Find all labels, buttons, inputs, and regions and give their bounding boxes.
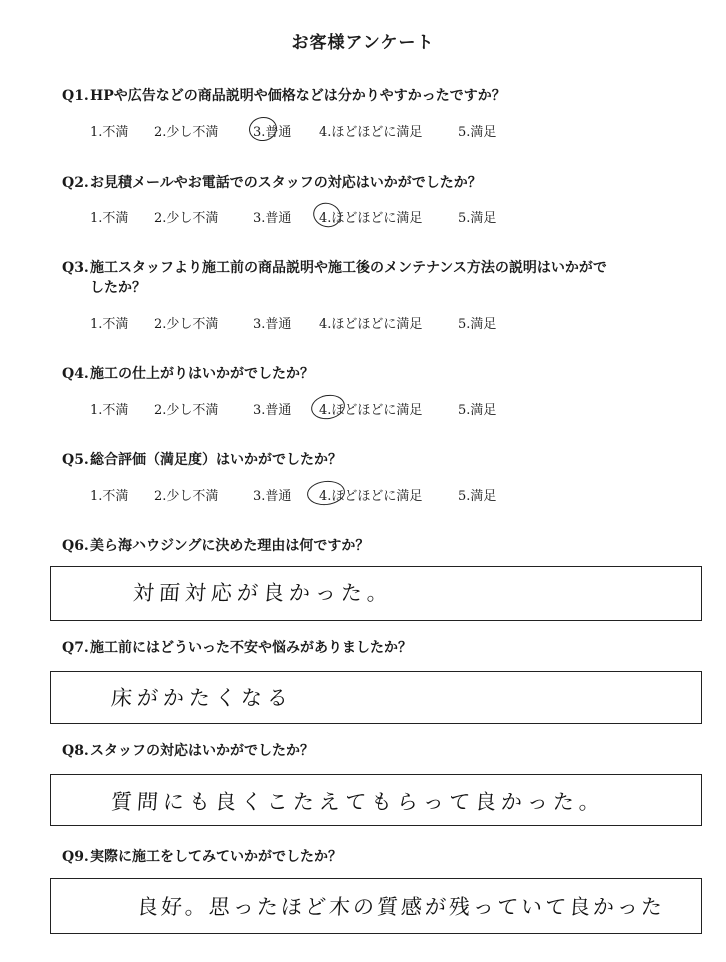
question-number: Q7. xyxy=(62,640,89,656)
options-q2 xyxy=(90,207,650,227)
option-1[interactable]: 1.不満 xyxy=(90,211,129,226)
question-text: HPや広告などの商品説明や価格などは分かりやすかったですか？ xyxy=(90,88,506,104)
option-5[interactable]: 5.満足 xyxy=(458,403,497,418)
option-2[interactable]: 2.少し不満 xyxy=(154,489,219,504)
question-number: Q2. xyxy=(62,175,89,191)
options-q5 xyxy=(90,485,650,505)
handwritten-answer: 良好。思ったほど木の質感が残っていて良かった xyxy=(136,895,666,919)
options-q4 xyxy=(90,399,650,419)
question-3 xyxy=(62,258,610,298)
option-2[interactable]: 2.少し不満 xyxy=(154,317,219,332)
option-3[interactable]: 3.普通 xyxy=(253,317,292,332)
option-1[interactable]: 1.不満 xyxy=(90,317,129,332)
question-number: Q1. xyxy=(62,88,89,104)
question-text: 施工スタッフより施工前の商品説明や施工後のメンテナンス方法の説明はいかがでしたか？ xyxy=(90,260,607,296)
option-4-selected[interactable]: 4.ほどほどに満足 xyxy=(319,485,422,504)
question-text: 総合評価（満足度）はいかがでしたか？ xyxy=(90,452,342,468)
option-2[interactable]: 2.少し不満 xyxy=(154,125,219,140)
question-number: Q6. xyxy=(62,538,89,554)
survey-title: お客様アンケート xyxy=(291,33,435,53)
option-4[interactable]: 4.ほどほどに満足 xyxy=(319,317,423,332)
selection-circle xyxy=(310,199,344,230)
answer-box-q8[interactable] xyxy=(50,774,702,826)
question-text: 美ら海ハウジングに決めた理由は何ですか？ xyxy=(90,538,370,554)
option-1[interactable]: 1.不満 xyxy=(90,125,129,140)
option-5[interactable]: 5.満足 xyxy=(458,211,497,226)
question-number: Q5. xyxy=(62,452,89,468)
handwritten-answer: 質問にも良くこたえてもらって良かった。 xyxy=(110,790,606,814)
option-4[interactable]: 4.ほどほどに満足 xyxy=(319,125,423,140)
option-3-selected[interactable]: 3.普通 xyxy=(253,121,291,140)
answer-box-q7[interactable] xyxy=(50,671,702,724)
question-1 xyxy=(62,86,506,106)
question-number: Q9. xyxy=(62,849,89,865)
question-8 xyxy=(62,741,314,761)
question-7 xyxy=(62,638,412,658)
question-6 xyxy=(62,536,369,556)
option-1[interactable]: 1.不満 xyxy=(90,489,129,504)
option-2[interactable]: 2.少し不満 xyxy=(154,211,219,226)
question-5 xyxy=(62,450,342,470)
question-text: 施工の仕上がりはいかがでしたか？ xyxy=(90,366,314,382)
option-3[interactable]: 3.普通 xyxy=(253,403,292,418)
question-text: お見積メールやお電話でのスタッフの対応はいかがでしたか？ xyxy=(90,175,482,191)
option-2[interactable]: 2.少し不満 xyxy=(154,403,219,418)
handwritten-answer: 床がかたくなる xyxy=(110,686,294,710)
question-text: スタッフの対応はいかがでしたか？ xyxy=(90,743,314,759)
question-text: 実際に施工をしてみていかがでしたか？ xyxy=(90,849,342,865)
handwritten-answer: 対面対応が良かった。 xyxy=(132,581,394,605)
option-4-selected[interactable]: 4.ほどほどに満足 xyxy=(319,207,422,226)
option-5[interactable]: 5.満足 xyxy=(458,125,497,140)
question-9 xyxy=(62,847,342,867)
option-3[interactable]: 3.普通 xyxy=(253,489,292,504)
option-5[interactable]: 5.満足 xyxy=(458,489,497,504)
question-4 xyxy=(62,364,314,384)
option-4-selected[interactable]: 4.ほどほどに満足 xyxy=(319,399,422,418)
question-number: Q3. xyxy=(62,260,89,276)
question-number: Q8. xyxy=(62,743,89,759)
option-5[interactable]: 5.満足 xyxy=(458,317,497,332)
question-number: Q4. xyxy=(62,366,89,382)
options-q1 xyxy=(90,121,650,141)
answer-box-q6[interactable] xyxy=(50,566,702,621)
question-text: 施工前にはどういった不安や悩みがありましたか？ xyxy=(90,640,412,656)
answer-box-q9[interactable] xyxy=(50,878,702,934)
question-2 xyxy=(62,173,482,193)
option-3[interactable]: 3.普通 xyxy=(253,211,292,226)
option-1[interactable]: 1.不満 xyxy=(90,403,129,418)
options-q3 xyxy=(90,313,650,333)
